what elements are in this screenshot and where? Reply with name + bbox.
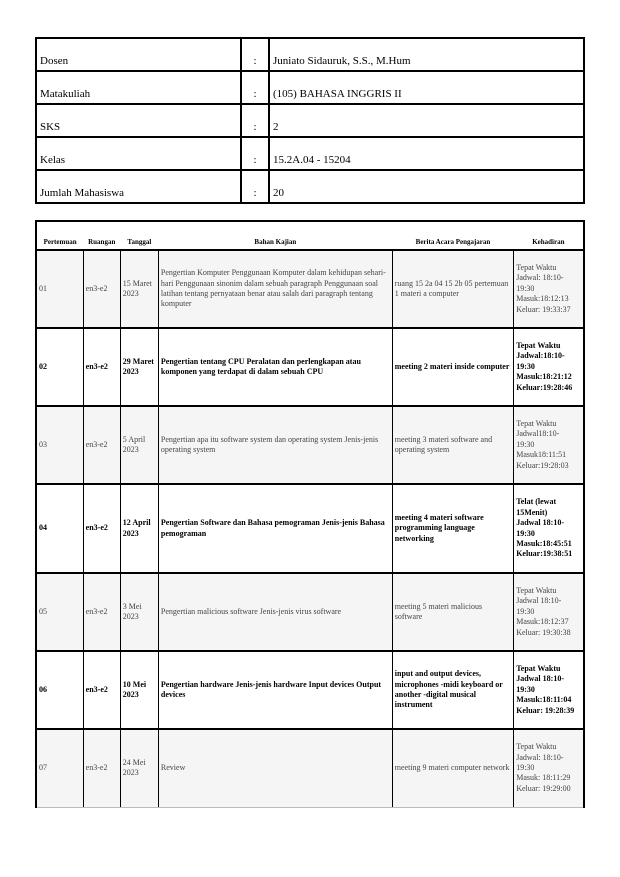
kehadiran-line: 15Menit) [516,507,548,517]
course-info-table [35,37,585,204]
kehadiran-line: Jadwal: 18:10- [516,752,564,762]
cell-pertemuan: 04 [36,484,83,573]
cell-tanggal: 29 Maret 2023 [120,328,158,406]
table-row [36,406,584,484]
kehadiran-line: Jadwal 18:10- [516,518,564,528]
kehadiran-line: Keluar: 19:33:37 [516,304,571,314]
kehadiran-line: Jadwal: 18:10- [516,273,564,283]
cell-pertemuan: 06 [36,651,83,729]
cell-bahan-kajian: Pengertian apa itu software system dan operating system Jenis-jenis operating system [158,406,392,484]
table-row [36,484,584,573]
info-colon: : [241,137,269,170]
info-value: 20 [269,170,584,203]
header-ruangan: Ruangan [83,221,120,250]
info-row [36,71,584,104]
cell-pertemuan: 01 [36,250,83,328]
kehadiran-line: Keluar:19:28:03 [516,460,569,470]
kehadiran-line: Tepat Waktu [516,341,561,351]
info-colon: : [241,71,269,104]
kehadiran-line: Jadwal:18:10- [516,351,565,361]
info-label: Matakuliah [36,71,241,104]
cell-tanggal: 10 Mei 2023 [120,651,158,729]
cell-kehadiran [514,406,584,484]
info-value: Juniato Sidauruk, S.S., M.Hum [269,38,584,71]
cell-tanggal: 15 Maret 2023 [120,250,158,328]
table-row [36,651,584,729]
cell-berita-acara: meeting 9 materi computer network [392,729,513,807]
kehadiran-line: 19:30 [516,684,535,694]
kehadiran-line: Tepat Waktu [516,419,557,429]
kehadiran-line: Telat (lewat [516,497,557,507]
cell-berita-acara: meeting 2 materi inside computer [392,328,513,406]
cell-bahan-kajian: Pengertian Software dan Bahasa pemograman Jenis-jenis Bahasa pemograman [158,484,392,573]
header-pertemuan: Pertemuan [36,221,83,250]
kehadiran-line: 19:30 [516,439,535,449]
cell-kehadiran [514,484,584,573]
header-bahan-kajian: Bahan Kajian [158,221,392,250]
cell-berita-acara: meeting 3 materi software and operating system [392,406,513,484]
table-row [36,729,584,807]
info-label: Dosen [36,38,241,71]
kehadiran-line: Jadwal 18:10- [516,596,562,606]
cell-kehadiran [514,573,584,651]
schedule-table [35,220,585,808]
cell-bahan-kajian: Pengertian hardware Jenis-jenis hardware Input devices Output devices [158,651,392,729]
header-tanggal: Tanggal [120,221,158,250]
cell-pertemuan: 03 [36,406,83,484]
info-colon: : [241,38,269,71]
cell-bahan-kajian: Pengertian tentang CPU Peralatan dan perlengkapan atau komponen yang terdapat di dalam sebuah CPU [158,328,392,406]
cell-tanggal: 12 April 2023 [120,484,158,573]
cell-bahan-kajian: Pengertian Komputer Penggunaan Komputer dalam kehidupan sehari-hari Penggunaan sinonim dalam sebuah paragraph Penggunaan soal latihan tentang pernyataan benar atau salah dari paragraph tentang komputer [158,250,392,328]
cell-bahan-kajian: Pengertian malicious software Jenis-jenis virus software [158,573,392,651]
cell-pertemuan: 02 [36,328,83,406]
kehadiran-line: Masuk:18:12:37 [516,617,569,627]
cell-ruangan: en3-e2 [83,573,120,651]
info-label: Jumlah Mahasiswa [36,170,241,203]
cell-ruangan: en3-e2 [83,651,120,729]
kehadiran-line: 19:30 [516,528,535,538]
info-value: 2 [269,104,584,137]
kehadiran-line: 19:30 [516,763,535,773]
cell-ruangan: en3-e2 [83,406,120,484]
kehadiran-line: 19:30 [516,283,535,293]
kehadiran-line: Masuk:18:45:51 [516,538,572,548]
kehadiran-line: Keluar:19:38:51 [516,549,573,559]
cell-berita-acara: ruang 15 2a 04 15 2b 05 pertemuan 1 materi a computer [392,250,513,328]
cell-tanggal: 3 Mei 2023 [120,573,158,651]
table-row [36,328,584,406]
kehadiran-line: Masuk:18:21:12 [516,372,572,382]
schedule-header-row [36,221,584,250]
kehadiran-line: Tepat Waktu [516,664,561,674]
kehadiran-line: Keluar: 19:28:39 [516,705,575,715]
header-berita-acara: Berita Acara Pengajaran [392,221,513,250]
cell-ruangan: en3-e2 [83,250,120,328]
kehadiran-line: Keluar:19:28:46 [516,382,573,392]
kehadiran-line: Keluar: 19:30:38 [516,627,571,637]
info-row [36,170,584,203]
cell-kehadiran [514,250,584,328]
kehadiran-line: Masuk: 18:11:29 [516,773,571,783]
info-colon: : [241,104,269,137]
info-colon: : [241,170,269,203]
info-row [36,104,584,137]
info-value: (105) BAHASA INGGRIS II [269,71,584,104]
cell-bahan-kajian: Review [158,729,392,807]
kehadiran-line: Tepat Waktu [516,586,557,596]
info-value: 15.2A.04 - 15204 [269,137,584,170]
kehadiran-line: Jadwal 18:10- [516,674,564,684]
info-label: Kelas [36,137,241,170]
kehadiran-line: 19:30 [516,606,535,616]
info-row [36,137,584,170]
kehadiran-line: 19:30 [516,361,535,371]
info-label: SKS [36,104,241,137]
cell-pertemuan: 05 [36,573,83,651]
kehadiran-line: Tepat Waktu [516,742,557,752]
cell-ruangan: en3-e2 [83,729,120,807]
kehadiran-line: Keluar: 19:29:00 [516,783,571,793]
table-row [36,573,584,651]
cell-kehadiran [514,651,584,729]
cell-ruangan: en3-e2 [83,484,120,573]
info-row [36,38,584,71]
kehadiran-line: Masuk18:11:51 [516,450,567,460]
header-kehadiran: Kehadiran [514,221,584,250]
kehadiran-line: Tepat Waktu [516,263,557,273]
table-row [36,250,584,328]
kehadiran-line: Masuk:18:12:13 [516,294,569,304]
cell-berita-acara: meeting 5 materi malicious software [392,573,513,651]
kehadiran-line: Jadwal18:10- [516,429,560,439]
cell-tanggal: 24 Mei 2023 [120,729,158,807]
cell-pertemuan: 07 [36,729,83,807]
cell-berita-acara: meeting 4 materi software programming language networking [392,484,513,573]
cell-berita-acara: input and output devices, microphones -midi keyboard or another -digital musical instrument [392,651,513,729]
cell-tanggal: 5 April 2023 [120,406,158,484]
kehadiran-line: Masuk:18:11:04 [516,695,572,705]
cell-ruangan: en3-e2 [83,328,120,406]
cell-kehadiran [514,729,584,807]
cell-kehadiran [514,328,584,406]
